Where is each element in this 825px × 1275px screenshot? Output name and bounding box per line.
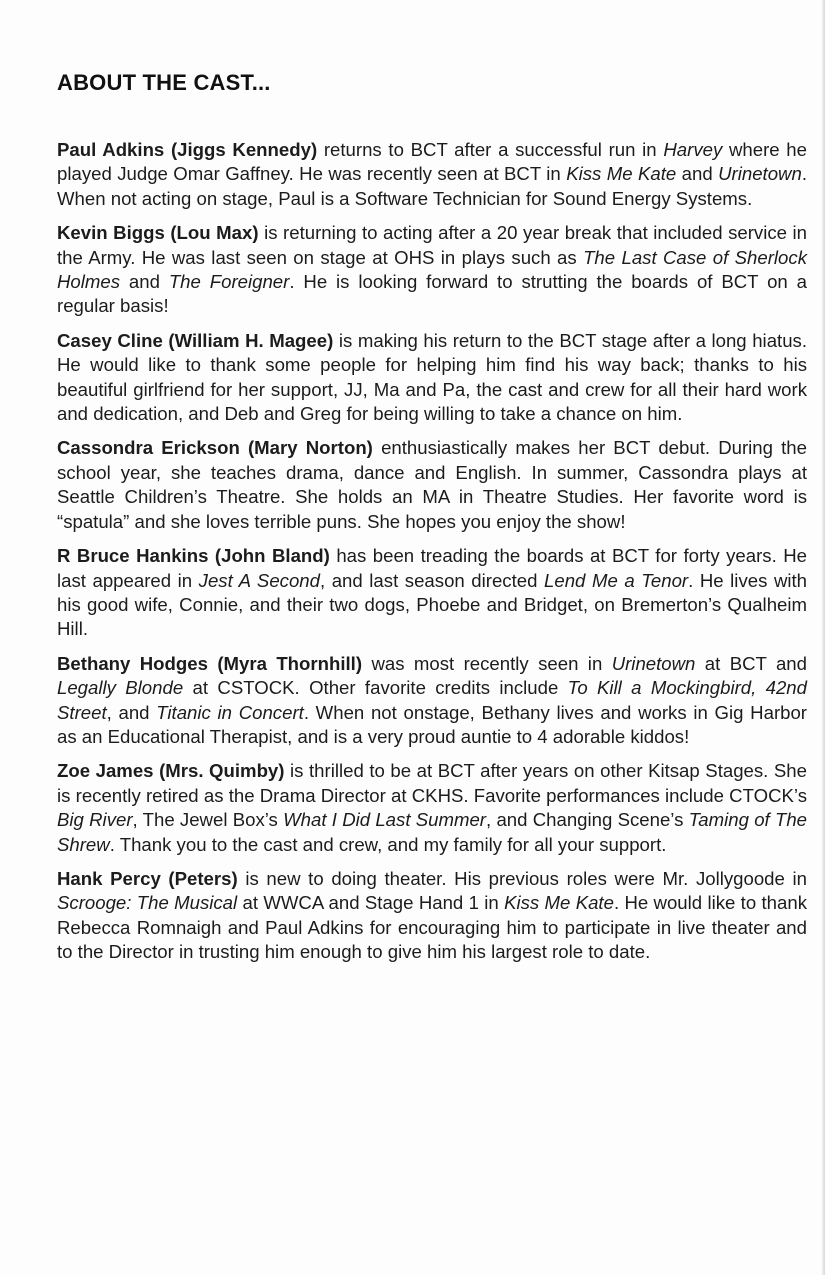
bio-text: . When not onstage, Bethany lives and works in Gig Harbor as an Educational Therapist, and is a very proud auntie to 4 adorable kiddos! — [57, 701, 808, 747]
cast-member-name: Casey Cline (William H. Magee) — [57, 329, 334, 351]
bio-text: returns to BCT after a successful run in — [317, 139, 664, 160]
bio-text: is making his return to the BCT stage after a long hiatus. He would like to thank some people for helping him find his way back; thanks to his beautiful girlfriend for her support, JJ, Ma and Pa, the cast and crew for all their hard work and dedication, and Deb and Greg for being willing to take a chance on him. — [57, 329, 807, 425]
cast-bio — [57, 221, 807, 319]
bio-text: at CSTOCK. Other favorite credits include — [183, 677, 568, 699]
bio-text: and — [676, 163, 719, 185]
bio-text: . When not acting on stage, Paul is a Software Technician for Sound Energy Systems. — [57, 163, 807, 209]
bio-text: is new to doing theater. His previous roles were Mr. Jollygoode in — [237, 867, 807, 889]
show-title: To Kill a Mockingbird, 42nd Street — [57, 677, 807, 723]
section-heading: ABOUT THE CAST... — [57, 70, 271, 95]
show-title: Harvey — [663, 139, 723, 160]
cast-bio — [57, 867, 807, 965]
show-title: The Foreigner — [168, 271, 290, 293]
cast-bio-list — [57, 138, 807, 965]
bio-text: . Thank you to the cast and crew, and my family for all your support. — [109, 833, 667, 855]
cast-bio — [57, 544, 807, 642]
cast-bio — [57, 436, 807, 534]
cast-bio — [57, 652, 807, 750]
bio-text: was most recently seen in — [362, 652, 612, 674]
show-title: Big River — [57, 809, 133, 831]
show-title: Titanic in Concert — [156, 701, 304, 723]
cast-member-name: Zoe James (Mrs. Quimby) — [57, 760, 285, 782]
show-title: Legally Blonde — [57, 677, 184, 699]
bio-text: where he played Judge Omar Gaffney. He was recently seen at BCT in — [57, 139, 807, 185]
show-title: Taming of The Shrew — [57, 809, 808, 855]
show-title: Lend Me a Tenor — [544, 569, 689, 591]
bio-text: is returning to acting after a 20 year break that included service in the Army. He was last seen on stage at OHS in plays such as — [57, 222, 807, 268]
cast-section — [57, 70, 807, 975]
cast-member-name: Bethany Hodges (Myra Thornhill) — [57, 652, 363, 674]
show-title: Scrooge: The Musical — [57, 892, 238, 914]
bio-text: at BCT and — [695, 652, 807, 674]
bio-text: enthusiastically makes her BCT debut. During the school year, she teaches drama, dance and English. In summer, Cassondra plays at Seattle Children’s Theatre. She holds an MA in Theatre Studies. Her favorite word is “spatula” and she loves terrible puns. She hopes you enjoy the show! — [57, 437, 807, 532]
bio-text: . He would like to thank Rebecca Romnaigh and Paul Adkins for encouraging him to participate in live theater and to the Director in trusting him enough to give him his largest role to date. — [57, 892, 808, 963]
show-title: Urinetown — [718, 163, 802, 185]
bio-text: . He lives with his good wife, Connie, and their two dogs, Phoebe and Bridget, on Bremerton’s Qualheim Hill. — [57, 569, 808, 640]
show-title: Jest A Second — [198, 569, 320, 591]
cast-bio — [57, 759, 807, 857]
bio-text: , and — [106, 701, 157, 723]
show-title: The Last Case of Sherlock Holmes — [57, 246, 807, 293]
cast-bio — [57, 329, 807, 427]
show-title: What I Did Last Summer — [283, 809, 487, 831]
cast-member-name: Kevin Biggs (Lou Max) — [57, 222, 259, 244]
bio-text: , The Jewel Box’s — [132, 809, 284, 831]
cast-member-name: Cassondra Erickson (Mary Norton) — [57, 437, 373, 459]
cast-member-name: R Bruce Hankins (John Bland) — [57, 545, 330, 567]
cast-member-name: Hank Percy (Peters) — [57, 867, 238, 889]
bio-text: , and last season directed — [319, 569, 545, 591]
show-title: Kiss Me Kate — [566, 163, 677, 185]
bio-text: is thrilled to be at BCT after years on other Kitsap Stages. She is recently retired as the Drama Director at CKHS. Favorite performances include CTOCK’s — [57, 760, 807, 806]
bio-text: and — [120, 271, 169, 293]
show-title: Kiss Me Kate — [504, 892, 614, 914]
cast-bio — [57, 138, 807, 211]
bio-text: at WWCA and Stage Hand 1 in — [237, 892, 505, 914]
cast-member-name: Paul Adkins (Jiggs Kennedy) — [57, 139, 318, 160]
bio-text: , and Changing Scene’s — [486, 809, 689, 831]
bio-text: . He is looking forward to strutting the boards of BCT on a regular basis! — [57, 271, 807, 317]
show-title: Urinetown — [611, 652, 696, 674]
bio-text: has been treading the boards at BCT for forty years. He last appeared in — [57, 545, 807, 591]
